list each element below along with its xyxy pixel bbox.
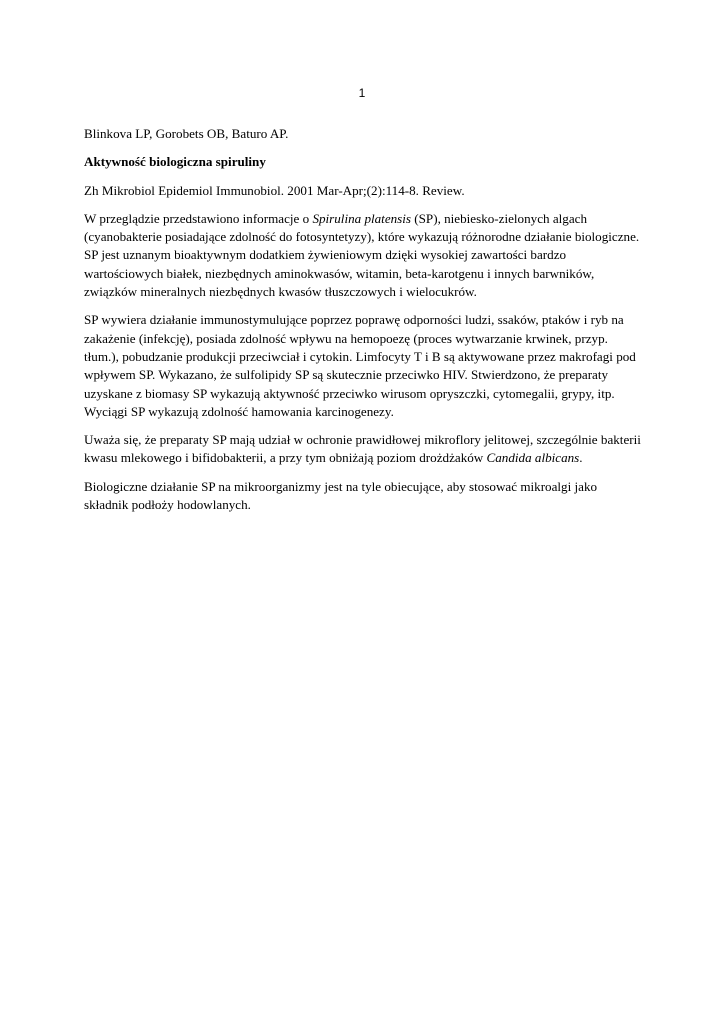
- citation: Zh Mikrobiol Epidemiol Immunobiol. 2001 Mar-Apr;(2):114-8. Review.: [84, 182, 465, 198]
- document-body: [84, 125, 644, 524]
- paragraph-immunostimulation: SP wywiera działanie immunostymulujące poprzez poprawę odporności ludzi, ssaków, ptaków i ryb na zakażenie (infekcję), posiada zdolność wpływu na hemopoezę (proces wytwarzanie krwinek, przyp. tłum.), pobudzanie produkcji przeciwciał i cytokin. Limfocyty T i B są aktywowane przez makrofagi pod wpływem SP. Wykazano, że sulfolipidy SP są skutecznie przeciwko HIV. Stwierdzono, że preparaty uzyskane z biomasy SP wykazują aktywność przeciwko wirusom opryszczki, cytomegalii, grypy, itp. Wyciągi SP wykazują zdolność hamowania karcinogenezy.: [84, 312, 636, 419]
- authors: Blinkova LP, Gorobets OB, Baturo AP.: [84, 126, 289, 141]
- paragraph-intro-text-1: W przeglądzie przedstawiono informacje o: [84, 210, 313, 226]
- paragraph-microflora-text-2: .: [579, 450, 583, 466]
- paragraph-microflora-text-1: Uważa się, że preparaty SP mają udział w ochronie prawidłowej mikroflory jelitowej, szczególnie bakterii kwasu mlekowego i bifidobakterii, a przy tym obniżają poziom drożdżaków: [84, 432, 641, 466]
- article-title: Aktywność biologiczna spiruliny: [84, 154, 266, 170]
- paragraph-microflora: [84, 431, 644, 468]
- paragraph-intro: [84, 210, 644, 301]
- species-name-candida: Candida albicans: [486, 450, 580, 466]
- paragraph-conclusion: Biologiczne działanie SP na mikroorganizmy jest na tyle obiecujące, aby stosować mikroalgi jako składnik podłoży hodowlanych.: [84, 478, 598, 513]
- page-number: 1: [358, 86, 366, 100]
- species-name-spirulina: Spirulina platensis: [312, 210, 412, 226]
- paragraph-intro-text-2: (SP), niebiesko-zielonych algach (cyanobakterie posiadające zdolność do fotosyntetyzy), które wykazują różnorodne działanie biologiczne. SP jest uznanym bioaktywnym dodatkiem żywieniowym dzięki wysokiej zawartości bardzo wartościowych białek, niezbędnych aminokwasów, witamin, beta-karotgenu i innych barwników, związków mineralnych niezbędnych kwasów tłuszczowych i wielocukrów.: [84, 210, 640, 300]
